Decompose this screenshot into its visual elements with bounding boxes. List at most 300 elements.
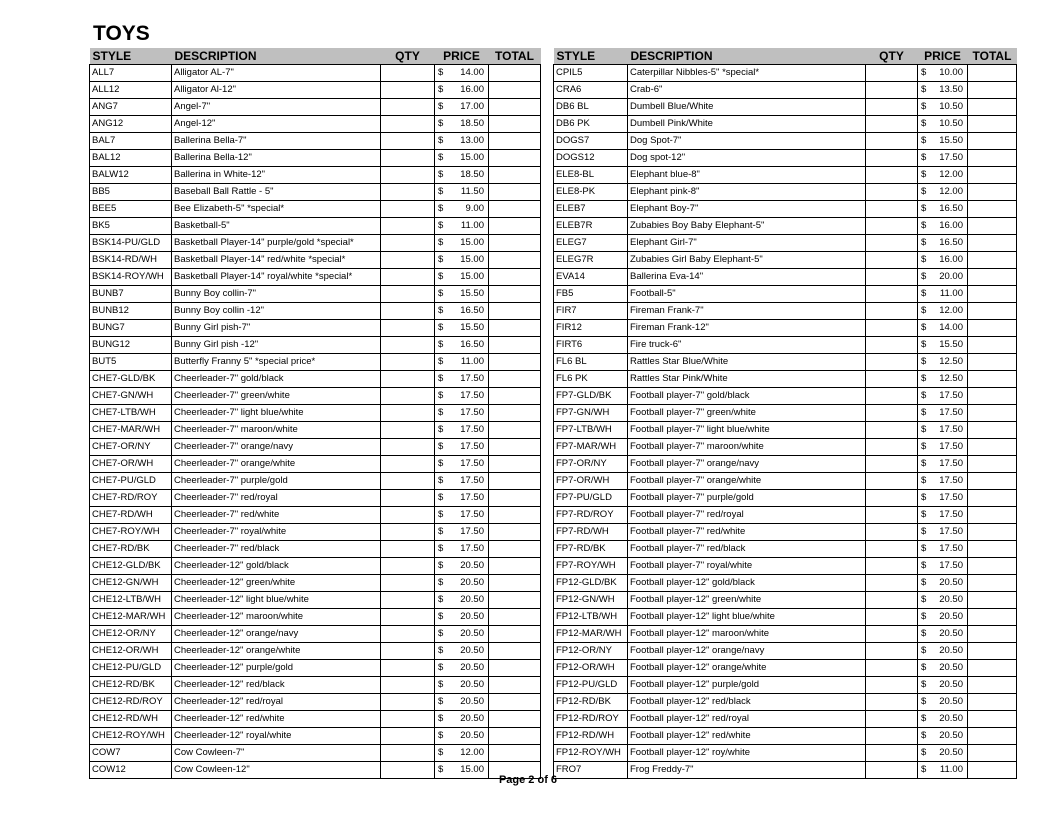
table-row — [90, 82, 541, 99]
qty-cell[interactable] — [381, 388, 435, 405]
total-cell[interactable] — [489, 728, 541, 745]
price-value: 20.50 — [939, 645, 963, 656]
price-value: 18.50 — [460, 169, 484, 180]
qty-cell[interactable] — [381, 558, 435, 575]
total-cell[interactable] — [489, 150, 541, 167]
total-cell[interactable] — [489, 473, 541, 490]
qty-cell[interactable] — [866, 405, 918, 422]
currency-symbol: $ — [438, 424, 444, 435]
qty-cell[interactable] — [381, 116, 435, 133]
table-row — [554, 439, 1017, 456]
column-header-qty: QTY — [866, 48, 918, 65]
qty-cell[interactable] — [866, 218, 918, 235]
description-cell: Cheerleader-12" purple/gold — [172, 660, 381, 677]
qty-cell[interactable] — [381, 524, 435, 541]
qty-cell[interactable] — [866, 371, 918, 388]
price-value: 20.50 — [460, 577, 484, 588]
total-cell[interactable] — [968, 201, 1017, 218]
price-cell — [435, 745, 489, 762]
total-cell[interactable] — [968, 235, 1017, 252]
qty-cell[interactable] — [866, 235, 918, 252]
style-code-cell: CHE7-RD/BK — [90, 541, 172, 558]
price-cell — [918, 490, 968, 507]
total-cell[interactable] — [968, 337, 1017, 354]
qty-cell[interactable] — [381, 133, 435, 150]
qty-cell[interactable] — [381, 609, 435, 626]
price-cell — [435, 201, 489, 218]
price-cell — [918, 643, 968, 660]
currency-symbol: $ — [438, 288, 444, 299]
qty-cell[interactable] — [866, 184, 918, 201]
price-value: 12.00 — [939, 169, 963, 180]
style-code-cell: FP12-ROY/WH — [554, 745, 628, 762]
qty-cell[interactable] — [866, 728, 918, 745]
total-cell[interactable] — [968, 320, 1017, 337]
qty-cell[interactable] — [866, 133, 918, 150]
qty-cell[interactable] — [381, 303, 435, 320]
total-cell[interactable] — [968, 524, 1017, 541]
total-cell[interactable] — [489, 116, 541, 133]
qty-cell[interactable] — [381, 592, 435, 609]
table-row — [90, 388, 541, 405]
qty-cell[interactable] — [381, 456, 435, 473]
total-cell[interactable] — [968, 643, 1017, 660]
currency-symbol: $ — [438, 390, 444, 401]
total-cell[interactable] — [489, 184, 541, 201]
qty-cell[interactable] — [381, 320, 435, 337]
total-cell[interactable] — [968, 133, 1017, 150]
description-cell: Cheerleader-7" gold/black — [172, 371, 381, 388]
table-row — [554, 82, 1017, 99]
price-cell — [918, 82, 968, 99]
qty-cell[interactable] — [866, 99, 918, 116]
total-cell[interactable] — [489, 303, 541, 320]
total-cell[interactable] — [968, 592, 1017, 609]
total-cell[interactable] — [489, 456, 541, 473]
qty-cell[interactable] — [866, 558, 918, 575]
table-row — [90, 490, 541, 507]
price-cell — [918, 337, 968, 354]
price-cell — [435, 303, 489, 320]
total-cell[interactable] — [968, 99, 1017, 116]
currency-symbol: $ — [921, 645, 927, 656]
total-cell[interactable] — [489, 422, 541, 439]
total-cell[interactable] — [968, 252, 1017, 269]
qty-cell[interactable] — [381, 150, 435, 167]
total-cell[interactable] — [968, 218, 1017, 235]
qty-cell[interactable] — [381, 694, 435, 711]
qty-cell[interactable] — [381, 711, 435, 728]
table-header-row — [90, 48, 541, 65]
description-cell: Cheerleader-7" purple/gold — [172, 473, 381, 490]
price-value: 20.50 — [939, 611, 963, 622]
qty-cell[interactable] — [381, 541, 435, 558]
total-cell[interactable] — [968, 116, 1017, 133]
qty-cell[interactable] — [866, 592, 918, 609]
qty-cell[interactable] — [866, 201, 918, 218]
total-cell[interactable] — [489, 337, 541, 354]
style-code-cell: CHE7-OR/WH — [90, 456, 172, 473]
currency-symbol: $ — [921, 475, 927, 486]
column-header-style: STYLE — [554, 48, 628, 65]
description-cell: Football player-7" red/white — [628, 524, 866, 541]
price-value: 15.00 — [460, 237, 484, 248]
qty-cell[interactable] — [866, 65, 918, 82]
table-row — [554, 150, 1017, 167]
total-cell[interactable] — [489, 490, 541, 507]
price-value: 17.50 — [460, 543, 484, 554]
description-cell: Football player-12" orange/white — [628, 660, 866, 677]
price-value: 17.50 — [939, 390, 963, 401]
style-code-cell: FP7-RD/ROY — [554, 507, 628, 524]
qty-cell[interactable] — [866, 456, 918, 473]
qty-cell[interactable] — [381, 507, 435, 524]
total-cell[interactable] — [489, 524, 541, 541]
total-cell[interactable] — [489, 694, 541, 711]
table-row — [554, 745, 1017, 762]
table-row — [90, 269, 541, 286]
qty-cell[interactable] — [866, 422, 918, 439]
style-code-cell: FP7-GN/WH — [554, 405, 628, 422]
style-code-cell: FP7-ROY/WH — [554, 558, 628, 575]
price-cell — [435, 99, 489, 116]
table-row — [90, 592, 541, 609]
qty-cell[interactable] — [381, 371, 435, 388]
currency-symbol: $ — [921, 271, 927, 282]
qty-cell[interactable] — [381, 82, 435, 99]
price-cell — [435, 218, 489, 235]
price-cell — [918, 422, 968, 439]
table-row — [554, 524, 1017, 541]
qty-cell[interactable] — [866, 626, 918, 643]
currency-symbol: $ — [438, 560, 444, 571]
description-cell: Bunny Girl pish-7" — [172, 320, 381, 337]
total-cell[interactable] — [489, 592, 541, 609]
price-value: 10.50 — [939, 101, 963, 112]
description-cell: Cheerleader-12" orange/white — [172, 643, 381, 660]
total-cell[interactable] — [489, 405, 541, 422]
price-value: 20.50 — [460, 611, 484, 622]
style-code-cell: FP12-GN/WH — [554, 592, 628, 609]
qty-cell[interactable] — [381, 422, 435, 439]
total-cell[interactable] — [968, 439, 1017, 456]
table-row — [90, 609, 541, 626]
price-cell — [435, 728, 489, 745]
qty-cell[interactable] — [866, 677, 918, 694]
column-header-qty: QTY — [381, 48, 435, 65]
qty-cell[interactable] — [381, 235, 435, 252]
price-value: 13.50 — [939, 84, 963, 95]
qty-cell[interactable] — [381, 269, 435, 286]
total-cell[interactable] — [968, 82, 1017, 99]
total-cell[interactable] — [968, 405, 1017, 422]
qty-cell[interactable] — [381, 354, 435, 371]
qty-cell[interactable] — [866, 286, 918, 303]
description-cell: Crab-6" — [628, 82, 866, 99]
style-code-cell: ALL7 — [90, 65, 172, 82]
total-cell[interactable] — [968, 745, 1017, 762]
price-value: 20.50 — [939, 747, 963, 758]
price-value: 10.00 — [939, 67, 963, 78]
price-cell — [435, 371, 489, 388]
currency-symbol: $ — [921, 492, 927, 503]
style-code-cell: CHE12-GN/WH — [90, 575, 172, 592]
qty-cell[interactable] — [866, 524, 918, 541]
qty-cell[interactable] — [866, 439, 918, 456]
currency-symbol: $ — [438, 101, 444, 112]
price-value: 18.50 — [460, 118, 484, 129]
currency-symbol: $ — [438, 220, 444, 231]
column-header-total: TOTAL — [968, 48, 1017, 65]
total-cell[interactable] — [968, 660, 1017, 677]
total-cell[interactable] — [968, 694, 1017, 711]
total-cell[interactable] — [489, 609, 541, 626]
total-cell[interactable] — [968, 184, 1017, 201]
qty-cell[interactable] — [866, 609, 918, 626]
currency-symbol: $ — [921, 696, 927, 707]
total-cell[interactable] — [968, 609, 1017, 626]
total-cell[interactable] — [489, 269, 541, 286]
table-row — [90, 116, 541, 133]
qty-cell[interactable] — [866, 660, 918, 677]
total-cell[interactable] — [489, 371, 541, 388]
price-cell — [918, 167, 968, 184]
price-value: 17.50 — [460, 509, 484, 520]
description-cell: Caterpillar Nibbles-5" *special* — [628, 65, 866, 82]
total-cell[interactable] — [489, 711, 541, 728]
currency-symbol: $ — [438, 322, 444, 333]
total-cell[interactable] — [968, 303, 1017, 320]
qty-cell[interactable] — [381, 184, 435, 201]
price-value: 10.50 — [939, 118, 963, 129]
style-code-cell: CHE7-RD/WH — [90, 507, 172, 524]
price-value: 13.00 — [460, 135, 484, 146]
total-cell[interactable] — [968, 388, 1017, 405]
qty-cell[interactable] — [866, 643, 918, 660]
qty-cell[interactable] — [866, 388, 918, 405]
price-value: 16.50 — [460, 339, 484, 350]
total-cell[interactable] — [489, 235, 541, 252]
currency-symbol: $ — [438, 526, 444, 537]
qty-cell[interactable] — [381, 745, 435, 762]
total-cell[interactable] — [968, 626, 1017, 643]
total-cell[interactable] — [968, 167, 1017, 184]
currency-symbol: $ — [438, 543, 444, 554]
style-code-cell: BB5 — [90, 184, 172, 201]
price-cell — [435, 405, 489, 422]
qty-cell[interactable] — [866, 473, 918, 490]
total-cell[interactable] — [489, 99, 541, 116]
qty-cell[interactable] — [866, 150, 918, 167]
style-code-cell: FB5 — [554, 286, 628, 303]
price-value: 17.50 — [460, 475, 484, 486]
description-cell: Cheerleader-12" light blue/white — [172, 592, 381, 609]
total-cell[interactable] — [489, 677, 541, 694]
total-cell[interactable] — [489, 286, 541, 303]
qty-cell[interactable] — [381, 728, 435, 745]
description-cell: Rattles Star Blue/White — [628, 354, 866, 371]
currency-symbol: $ — [438, 696, 444, 707]
price-cell — [435, 354, 489, 371]
currency-symbol: $ — [438, 407, 444, 418]
qty-cell[interactable] — [866, 82, 918, 99]
currency-symbol: $ — [438, 305, 444, 316]
qty-cell[interactable] — [381, 643, 435, 660]
price-value: 17.50 — [939, 526, 963, 537]
total-cell[interactable] — [968, 575, 1017, 592]
currency-symbol: $ — [921, 594, 927, 605]
price-cell — [435, 133, 489, 150]
currency-symbol: $ — [438, 747, 444, 758]
table-row — [554, 167, 1017, 184]
total-cell[interactable] — [968, 456, 1017, 473]
currency-symbol: $ — [921, 560, 927, 571]
total-cell[interactable] — [489, 626, 541, 643]
currency-symbol: $ — [921, 713, 927, 724]
total-cell[interactable] — [489, 507, 541, 524]
style-code-cell: CHE12-RD/ROY — [90, 694, 172, 711]
table-row — [554, 660, 1017, 677]
total-cell[interactable] — [968, 558, 1017, 575]
style-code-cell: CRA6 — [554, 82, 628, 99]
total-cell[interactable] — [489, 575, 541, 592]
column-header-price: PRICE — [918, 48, 968, 65]
total-cell[interactable] — [968, 711, 1017, 728]
total-cell[interactable] — [489, 167, 541, 184]
qty-cell[interactable] — [381, 575, 435, 592]
price-value: 11.00 — [460, 220, 484, 231]
currency-symbol: $ — [438, 492, 444, 503]
total-cell[interactable] — [489, 643, 541, 660]
qty-cell[interactable] — [866, 507, 918, 524]
qty-cell[interactable] — [866, 711, 918, 728]
qty-cell[interactable] — [381, 167, 435, 184]
table-row — [554, 490, 1017, 507]
currency-symbol: $ — [921, 611, 927, 622]
table-row — [90, 184, 541, 201]
total-cell[interactable] — [489, 745, 541, 762]
table-row — [90, 524, 541, 541]
table-row — [90, 575, 541, 592]
total-cell[interactable] — [968, 150, 1017, 167]
price-cell — [918, 184, 968, 201]
description-cell: Cheerleader-12" red/white — [172, 711, 381, 728]
qty-cell[interactable] — [381, 65, 435, 82]
page-number: Page 2 of 6 — [498, 774, 558, 786]
qty-cell[interactable] — [866, 167, 918, 184]
total-cell[interactable] — [968, 728, 1017, 745]
qty-cell[interactable] — [866, 269, 918, 286]
qty-cell[interactable] — [866, 541, 918, 558]
currency-symbol: $ — [438, 169, 444, 180]
total-cell[interactable] — [489, 354, 541, 371]
style-code-cell: FP12-GLD/BK — [554, 575, 628, 592]
qty-cell[interactable] — [381, 99, 435, 116]
qty-cell[interactable] — [866, 745, 918, 762]
total-cell[interactable] — [489, 558, 541, 575]
total-cell[interactable] — [489, 218, 541, 235]
total-cell[interactable] — [968, 286, 1017, 303]
total-cell[interactable] — [489, 82, 541, 99]
price-cell — [435, 456, 489, 473]
qty-cell[interactable] — [381, 252, 435, 269]
style-code-cell: ELEB7 — [554, 201, 628, 218]
price-table-left — [89, 48, 541, 779]
total-cell[interactable] — [968, 473, 1017, 490]
qty-cell[interactable] — [381, 201, 435, 218]
total-cell[interactable] — [489, 320, 541, 337]
total-cell[interactable] — [489, 439, 541, 456]
qty-cell[interactable] — [381, 677, 435, 694]
total-cell[interactable] — [968, 371, 1017, 388]
style-code-cell: FIR12 — [554, 320, 628, 337]
qty-cell[interactable] — [381, 337, 435, 354]
qty-cell[interactable] — [866, 575, 918, 592]
price-cell — [435, 252, 489, 269]
table-row — [554, 303, 1017, 320]
style-code-cell: CHE12-OR/WH — [90, 643, 172, 660]
total-cell[interactable] — [968, 541, 1017, 558]
total-cell[interactable] — [489, 252, 541, 269]
qty-cell[interactable] — [866, 252, 918, 269]
price-value: 12.00 — [460, 747, 484, 758]
qty-cell[interactable] — [866, 490, 918, 507]
qty-cell[interactable] — [866, 320, 918, 337]
total-cell[interactable] — [489, 541, 541, 558]
total-cell[interactable] — [489, 388, 541, 405]
total-cell[interactable] — [489, 660, 541, 677]
qty-cell[interactable] — [866, 116, 918, 133]
description-cell: Football player-7" green/white — [628, 405, 866, 422]
qty-cell[interactable] — [866, 354, 918, 371]
qty-cell[interactable] — [866, 694, 918, 711]
price-cell — [435, 473, 489, 490]
qty-cell[interactable] — [381, 660, 435, 677]
currency-symbol: $ — [438, 628, 444, 639]
qty-cell[interactable] — [381, 218, 435, 235]
total-cell[interactable] — [968, 269, 1017, 286]
table-row — [554, 507, 1017, 524]
description-cell: Cheerleader-12" orange/navy — [172, 626, 381, 643]
qty-cell[interactable] — [381, 439, 435, 456]
total-cell[interactable] — [489, 201, 541, 218]
qty-cell[interactable] — [866, 337, 918, 354]
qty-cell[interactable] — [381, 286, 435, 303]
total-cell[interactable] — [968, 507, 1017, 524]
qty-cell[interactable] — [381, 626, 435, 643]
qty-cell[interactable] — [866, 303, 918, 320]
total-cell[interactable] — [968, 422, 1017, 439]
price-value: 20.00 — [939, 271, 963, 282]
currency-symbol: $ — [921, 169, 927, 180]
total-cell[interactable] — [489, 65, 541, 82]
total-cell[interactable] — [968, 65, 1017, 82]
total-cell[interactable] — [489, 133, 541, 150]
style-code-cell: FP7-OR/WH — [554, 473, 628, 490]
table-row — [554, 609, 1017, 626]
table-row — [554, 133, 1017, 150]
price-value: 17.50 — [460, 492, 484, 503]
description-cell: Dog spot-12" — [628, 150, 866, 167]
total-cell[interactable] — [968, 677, 1017, 694]
qty-cell[interactable] — [381, 405, 435, 422]
qty-cell[interactable] — [381, 473, 435, 490]
qty-cell[interactable] — [381, 490, 435, 507]
total-cell[interactable] — [968, 354, 1017, 371]
style-code-cell: CHE12-MAR/WH — [90, 609, 172, 626]
price-value: 20.50 — [460, 696, 484, 707]
total-cell[interactable] — [968, 490, 1017, 507]
